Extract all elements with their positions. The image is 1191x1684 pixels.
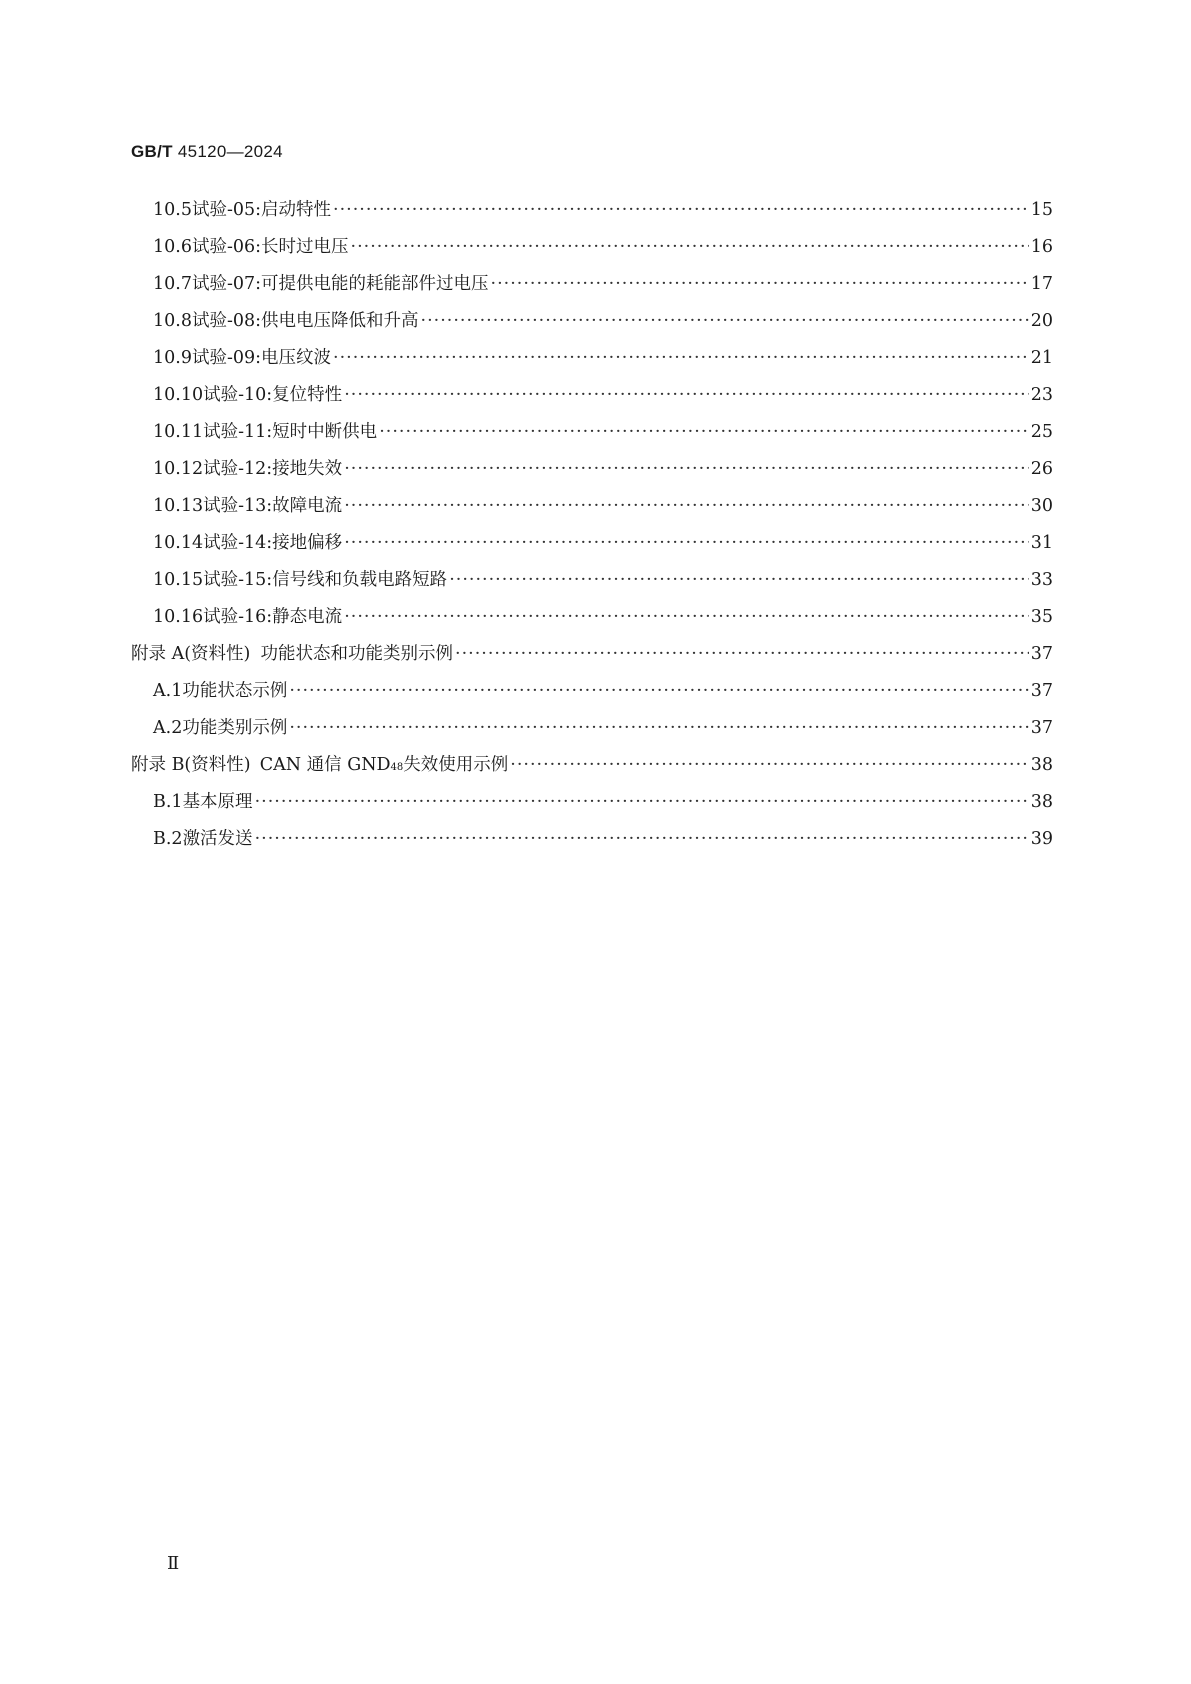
toc-entry-title: 试验-07:可提供电能的耗能部件过电压 [191, 274, 489, 294]
toc-entry-appendix-a[interactable] [131, 640, 1053, 677]
toc-entry-title: 试验-08:供电电压降低和升高 [191, 311, 419, 331]
dot-leader [491, 274, 1029, 294]
toc-entry-page: 37 [1030, 718, 1053, 738]
dot-leader [255, 792, 1029, 812]
toc-entry-10-13[interactable] [131, 492, 1053, 529]
toc-entry-title: 试验-13:故障电流 [203, 496, 343, 516]
toc-entry-page: 21 [1030, 348, 1053, 368]
toc-entry-number: B.2 [153, 829, 183, 849]
standard-prefix: GB/T [131, 142, 173, 161]
toc-entry-title: 试验-15:信号线和负载电路短路 [203, 570, 448, 590]
toc-entry-title: 基本原理 [182, 792, 253, 812]
toc-entry-title-post: 失效使用示例 [403, 755, 509, 775]
toc-entry-10-5[interactable] [131, 196, 1053, 233]
toc-entry-title: 试验-14:接地偏移 [203, 533, 343, 553]
toc-entry-number: 10.7 [153, 274, 192, 294]
toc-entry-page: 25 [1030, 422, 1053, 442]
standard-number: 45120—2024 [172, 142, 283, 161]
toc-entry-number: 10.8 [153, 311, 192, 331]
toc-entry-page: 16 [1030, 237, 1053, 257]
toc-entry-page: 38 [1030, 755, 1053, 775]
dot-leader [455, 644, 1029, 664]
dot-leader [255, 829, 1029, 849]
toc-entry-title: 激活发送 [182, 829, 253, 849]
toc-entry-title-pre: CAN 通信 GND [259, 755, 391, 775]
toc-entry-page: 37 [1030, 644, 1053, 664]
dot-leader [344, 385, 1029, 405]
toc-entry-10-15[interactable] [131, 566, 1053, 603]
toc-entry-b-1[interactable] [131, 788, 1053, 825]
appendix-label: 附录 B(资料性) [131, 755, 251, 775]
dot-leader [379, 422, 1029, 442]
toc-entry-number: 10.16 [153, 607, 204, 627]
toc-entry-a-1[interactable] [131, 677, 1053, 714]
toc-entry-title-subscript: 48 [390, 762, 404, 773]
toc-entry-number: 10.9 [153, 348, 192, 368]
dot-leader [344, 496, 1029, 516]
toc-entry-page: 37 [1030, 681, 1053, 701]
toc-entry-number: 10.11 [153, 422, 204, 442]
toc-entry-10-11[interactable] [131, 418, 1053, 455]
dot-leader [510, 755, 1028, 775]
dot-leader [289, 718, 1028, 738]
toc-entry-10-6[interactable] [131, 233, 1053, 270]
toc-entry-title: 试验-11:短时中断供电 [203, 422, 378, 442]
toc-entry-number: 10.10 [153, 385, 204, 405]
toc-entry-number: 10.5 [153, 200, 192, 220]
dot-leader [333, 348, 1029, 368]
toc-entry-10-16[interactable] [131, 603, 1053, 640]
toc-entry-page: 26 [1030, 459, 1053, 479]
toc-entry-number: 10.12 [153, 459, 204, 479]
toc-entry-title: 试验-05:启动特性 [191, 200, 332, 220]
appendix-label: 附录 A(资料性) [131, 644, 251, 664]
toc-entry-b-2[interactable] [131, 825, 1053, 862]
dot-leader [289, 681, 1028, 701]
dot-leader [344, 607, 1029, 627]
toc-entry-10-8[interactable] [131, 307, 1053, 344]
toc-entry-page: 33 [1030, 570, 1053, 590]
toc-entry-page: 20 [1030, 311, 1053, 331]
toc-entry-page: 31 [1030, 533, 1053, 553]
dot-leader [333, 200, 1029, 220]
toc-entry-10-14[interactable] [131, 529, 1053, 566]
toc-entry-page: 17 [1030, 274, 1053, 294]
toc-entry-number: A.1 [153, 681, 183, 701]
toc-entry-title: 功能状态示例 [182, 681, 288, 701]
toc-entry-number: 10.13 [153, 496, 204, 516]
toc-entry-title: 试验-09:电压纹波 [191, 348, 332, 368]
toc-entry-title: 试验-12:接地失效 [203, 459, 343, 479]
toc-entry-number: 10.6 [153, 237, 192, 257]
standard-code-header [131, 142, 283, 162]
toc-entry-page: 35 [1030, 607, 1053, 627]
dot-leader [344, 459, 1029, 479]
table-of-contents [131, 196, 1053, 862]
toc-entry-10-7[interactable] [131, 270, 1053, 307]
dot-leader [421, 311, 1029, 331]
toc-entry-page: 23 [1030, 385, 1053, 405]
toc-entry-number: B.1 [153, 792, 183, 812]
toc-entry-number: A.2 [153, 718, 183, 738]
toc-entry-page: 30 [1030, 496, 1053, 516]
toc-entry-a-2[interactable] [131, 714, 1053, 751]
dot-leader [351, 237, 1029, 257]
toc-entry-number: 10.14 [153, 533, 204, 553]
toc-entry-appendix-b[interactable] [131, 751, 1053, 788]
toc-entry-title: 试验-10:复位特性 [203, 385, 343, 405]
toc-entry-10-12[interactable] [131, 455, 1053, 492]
toc-entry-title: 功能类别示例 [182, 718, 288, 738]
toc-entry-page: 15 [1030, 200, 1053, 220]
toc-entry-page: 38 [1030, 792, 1053, 812]
toc-entry-title: 试验-06:长时过电压 [191, 237, 349, 257]
dot-leader [449, 570, 1029, 590]
toc-entry-page: 39 [1030, 829, 1053, 849]
toc-entry-10-9[interactable] [131, 344, 1053, 381]
toc-entry-title: 试验-16:静态电流 [203, 607, 343, 627]
dot-leader [344, 533, 1029, 553]
toc-entry-title: 功能状态和功能类别示例 [260, 644, 453, 664]
toc-entry-10-10[interactable] [131, 381, 1053, 418]
page-number: Ⅱ [167, 1553, 180, 1574]
toc-entry-number: 10.15 [153, 570, 204, 590]
